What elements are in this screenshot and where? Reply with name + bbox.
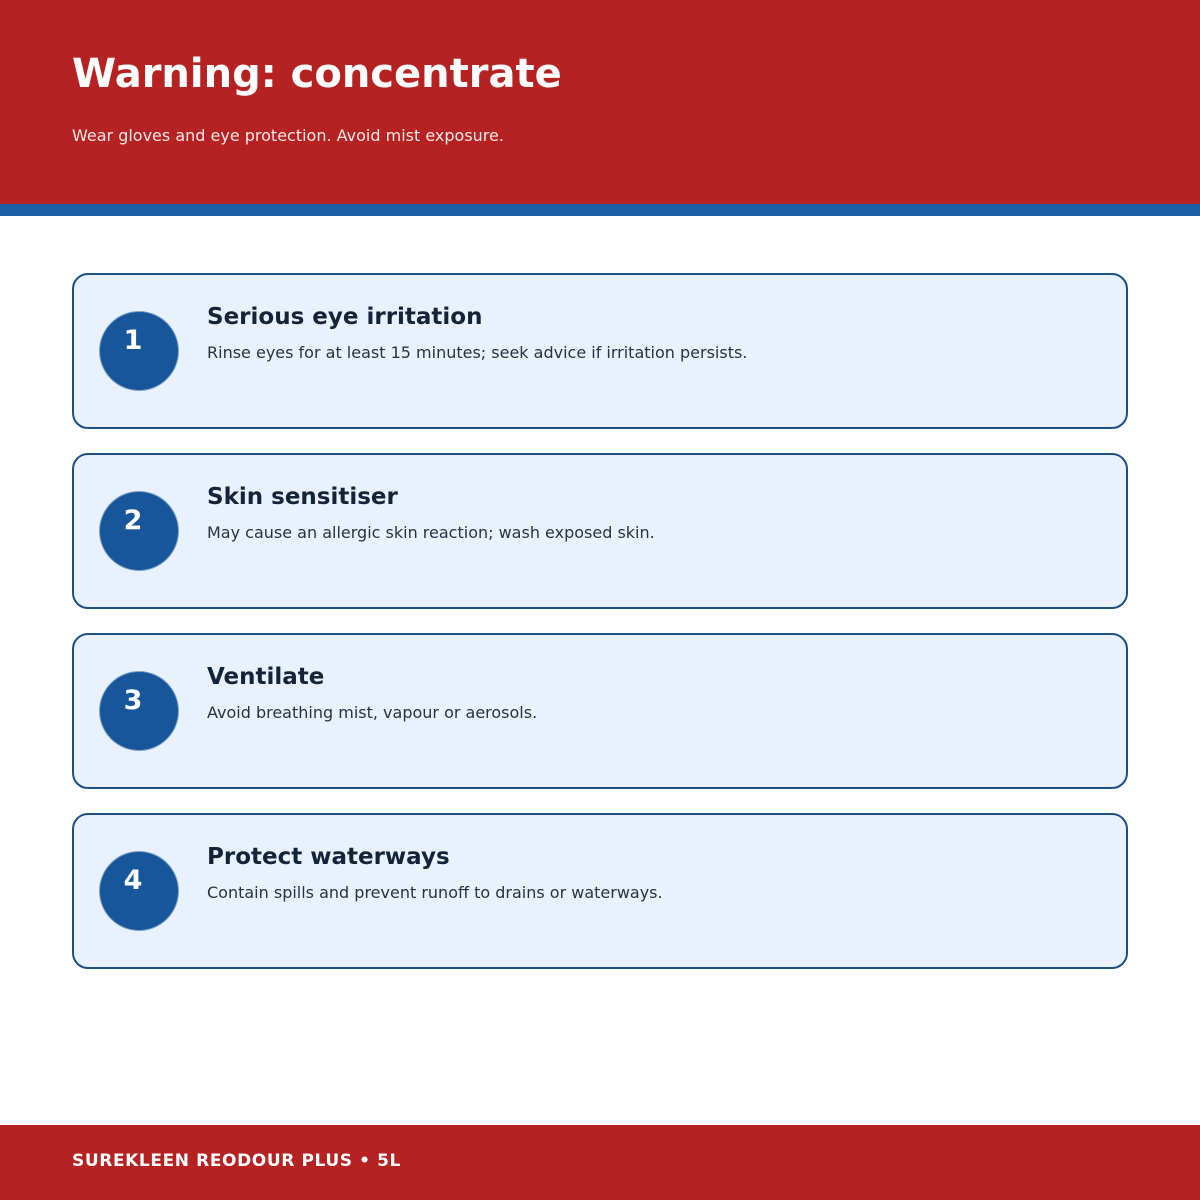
number-badge [99, 851, 179, 931]
warning-card-eye-irritation [72, 273, 1128, 429]
warning-list [72, 273, 1128, 993]
badge-number: 4 [123, 865, 143, 896]
badge-number: 3 [123, 685, 143, 716]
warning-title: Serious eye irritation [207, 304, 483, 330]
number-badge [99, 491, 179, 571]
warning-title: Protect waterways [207, 844, 450, 870]
number-badge [99, 671, 179, 751]
number-badge [99, 311, 179, 391]
warning-header [0, 0, 1200, 204]
product-footer [0, 1125, 1200, 1200]
warning-title: Skin sensitiser [207, 484, 398, 510]
warning-description: Rinse eyes for at least 15 minutes; seek advice if irritation persists. [207, 343, 748, 362]
warning-card-ventilate [72, 633, 1128, 789]
warning-card-skin-sensitiser [72, 453, 1128, 609]
warning-description: May cause an allergic skin reaction; wash exposed skin. [207, 523, 655, 542]
page-title: Warning: concentrate [72, 51, 562, 97]
badge-number: 2 [123, 505, 143, 536]
warning-description: Contain spills and prevent runoff to drains or waterways. [207, 883, 663, 902]
page-subtitle: Wear gloves and eye protection. Avoid mist exposure. [72, 126, 504, 145]
product-name: SUREKLEEN REODOUR PLUS • 5L [72, 1151, 401, 1171]
warning-description: Avoid breathing mist, vapour or aerosols. [207, 703, 538, 722]
warning-card-protect-waterways [72, 813, 1128, 969]
warning-title: Ventilate [207, 664, 325, 690]
badge-number: 1 [123, 325, 143, 356]
header-divider-stripe [0, 204, 1200, 216]
